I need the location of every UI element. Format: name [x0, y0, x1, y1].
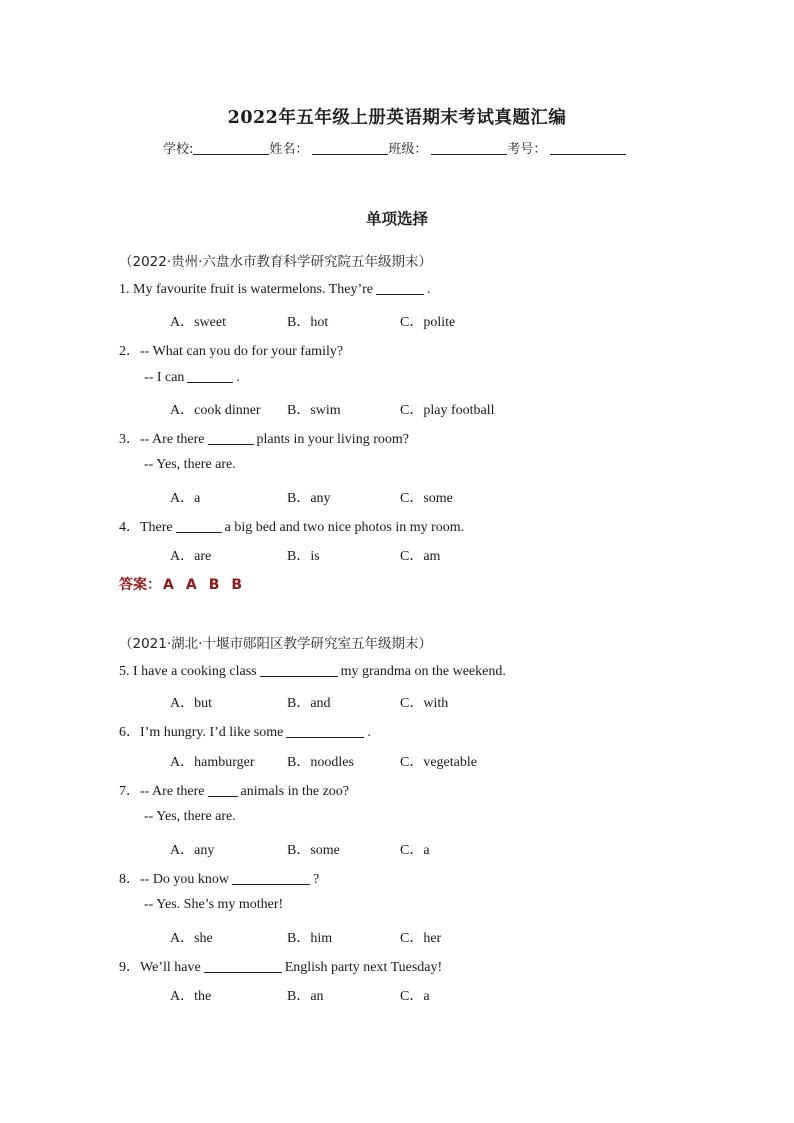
question-3-text-end: plants in your living room? [256, 432, 409, 447]
answer-blank [187, 369, 233, 383]
option-b: B．any [287, 491, 331, 506]
document-title: 2022年五年级上册英语期末考试真题汇编 [227, 108, 567, 128]
question-6-end: . [367, 725, 371, 740]
option-a: A．hamburger [170, 755, 255, 770]
question-2-response-text: -- I can [144, 370, 185, 385]
option-b: B．him [287, 931, 333, 946]
question-8-response: -- Yes. She’s my mother! [144, 897, 284, 912]
option-c: C．a [400, 989, 430, 1004]
answer-blank [208, 431, 254, 445]
question-source: （2021·湖北·十堰市郧阳区教学研究室五年级期末） [119, 636, 432, 652]
question-1-text: 1. My favourite fruit is watermelons. They’re [119, 282, 374, 297]
option-b: B．is [287, 549, 320, 564]
question-2-response [144, 369, 240, 386]
question-9-text: 9．We’ll have [119, 960, 201, 975]
option-a: A．any [170, 843, 215, 858]
answer-key [119, 574, 254, 594]
exam-no-label: 考号： [507, 142, 547, 157]
question-2: 2．-- What can you do for your family? [119, 344, 344, 359]
question-4-text: 4．There [119, 520, 173, 535]
option-c: C．polite [400, 315, 456, 330]
option-b: B．some [287, 843, 340, 858]
answer-value: B [208, 577, 220, 593]
option-b: B．swim [287, 403, 341, 418]
class-field[interactable] [431, 140, 507, 155]
question-2-end: . [236, 370, 240, 385]
answer-label: 答案： [119, 577, 161, 593]
answer-blank [376, 281, 424, 295]
answer-value: A [185, 577, 197, 593]
question-7 [119, 780, 349, 800]
option-a: A．a [170, 491, 201, 506]
question-1 [119, 281, 431, 298]
class-label: 班级： [388, 142, 428, 157]
question-8-text: 8．-- Do you know [119, 872, 230, 887]
option-a: A．are [170, 549, 212, 564]
question-4 [119, 516, 464, 536]
option-c: C．vegetable [400, 755, 477, 770]
answer-blank [204, 959, 282, 973]
option-c: C．am [400, 549, 441, 564]
option-c: C．some [400, 491, 453, 506]
question-8 [119, 868, 319, 888]
answer-blank [260, 663, 338, 677]
question-3-response: -- Yes, there are. [144, 457, 236, 472]
school-field[interactable] [193, 140, 269, 155]
option-b: B．hot [287, 315, 329, 330]
option-c: C．play football [400, 403, 495, 418]
question-5-text: 5. I have a cooking class [119, 664, 257, 679]
question-5 [119, 663, 506, 680]
question-3-text: 3．-- Are there [119, 432, 205, 447]
option-b: B．noodles [287, 755, 354, 770]
question-9 [119, 956, 442, 976]
question-source: （2022·贵州·六盘水市教育科学研究院五年级期末） [119, 254, 432, 270]
option-a: A．she [170, 931, 213, 946]
name-label: 姓名： [269, 142, 309, 157]
question-6-text: 6．I’m hungry. I’d like some [119, 725, 284, 740]
option-a: A．the [170, 989, 212, 1004]
answer-value: A [163, 577, 174, 593]
name-field[interactable] [312, 140, 388, 155]
option-a: A．sweet [170, 315, 226, 330]
question-9-text-end: English party next Tuesday! [284, 960, 443, 975]
option-a: A．but [170, 696, 212, 711]
question-7-text: 7．-- Are there [119, 784, 205, 799]
question-6 [119, 721, 371, 741]
option-b: B．and [287, 696, 331, 711]
question-3 [119, 428, 409, 448]
section-title: 单项选择 [365, 210, 428, 228]
question-7-response: -- Yes, there are. [144, 809, 236, 824]
student-info-row [163, 138, 626, 157]
answer-blank [176, 519, 222, 533]
exam-no-field[interactable] [550, 140, 626, 155]
option-a: A．cook dinner [170, 403, 261, 418]
option-c: C．a [400, 843, 430, 858]
option-b: B．an [287, 989, 324, 1004]
question-1-end: . [427, 282, 431, 297]
question-7-text-end: animals in the zoo? [240, 784, 349, 799]
answer-value: B [231, 577, 243, 593]
question-5-text-end: my grandma on the weekend. [340, 664, 506, 679]
answer-blank [208, 783, 238, 797]
option-c: C．with [400, 696, 449, 711]
question-4-text-end: a big bed and two nice photos in my room. [224, 520, 465, 535]
school-label: 学校: [163, 142, 194, 157]
question-8-end: ? [313, 872, 320, 887]
answer-blank [286, 724, 364, 738]
answer-blank [232, 871, 310, 885]
option-c: C．her [400, 931, 442, 946]
